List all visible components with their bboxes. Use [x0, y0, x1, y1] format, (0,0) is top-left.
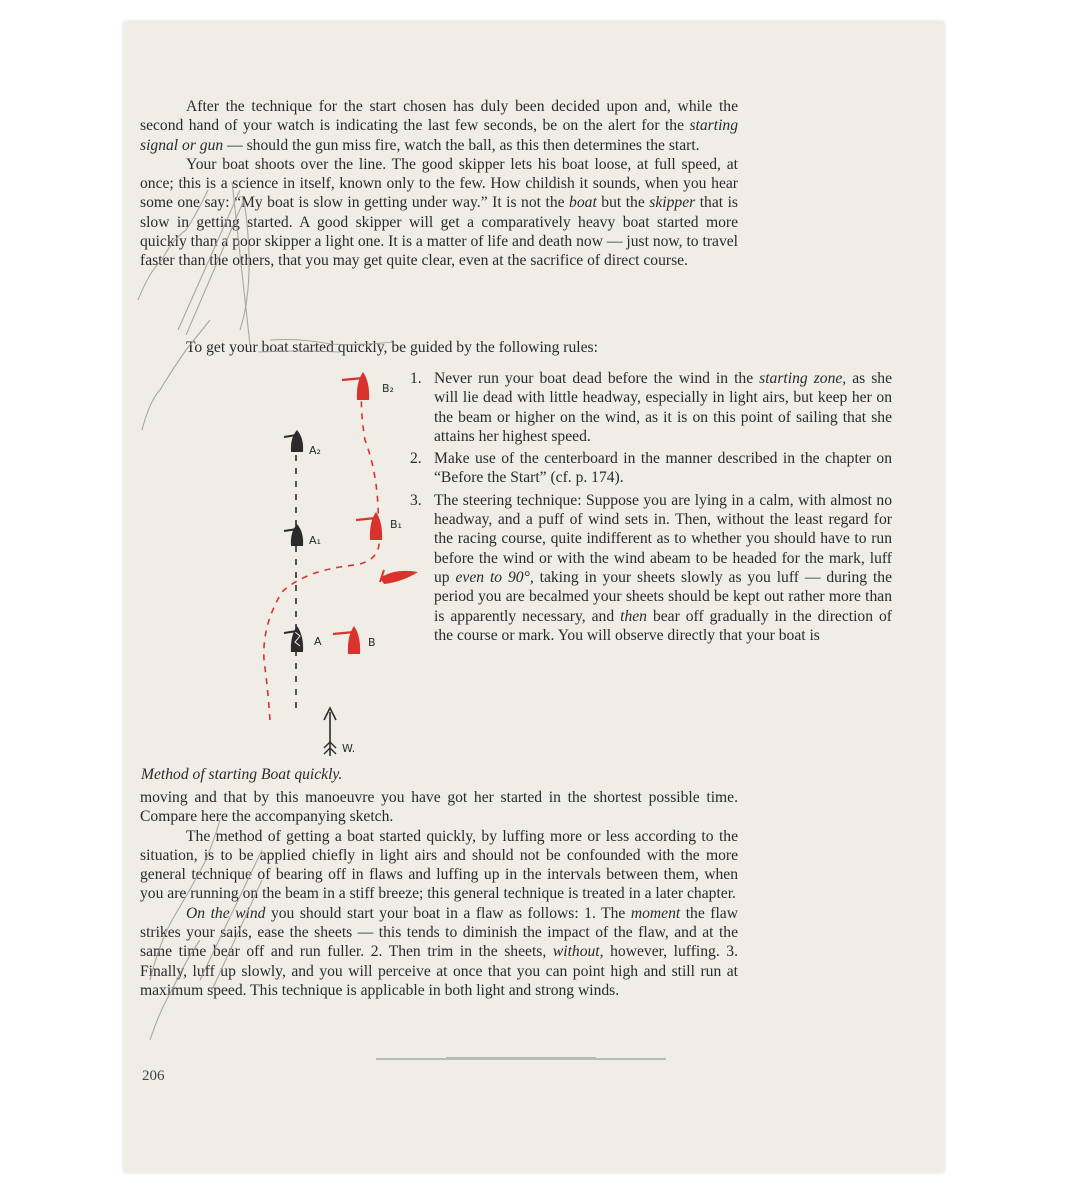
paragraph-1: After the technique for the start chosen has duly been decided upon and, while the second hand of your watch is indicating the last few seconds, be on the alert for the starting signal or gun — should the gun miss fire, watch the ball, as this then determines the start. — [140, 98, 738, 154]
rule-2: 2. Make use of the centerboard in the manner described in the chapter on “Before the Start” (cf. p. 174). — [410, 450, 892, 487]
boat-b — [333, 626, 360, 654]
label-a1: A₁ — [309, 534, 321, 547]
paragraph-4: moving and that by this manoeuvre you have got her started in the shortest possible time. Compare here the accompanying sketch. — [140, 789, 738, 826]
paragraph-2: Your boat shoots over the line. The good skipper lets his boat loose, at full speed, at once; this is a science in itself, known only to the few. How childish it sounds, when you hear some one say: “My boat is slow in getting under way.” It is not the boat but the skipper that is slow in getting started. A good skipper will get a comparatively heavy boat started more quickly than a poor skipper a light one. It is a matter of life and death now — just now, to travel faster than the others, that you may get quite clear, even at the sacrifice of direct course. — [140, 155, 738, 270]
page-number: 206 — [142, 1068, 165, 1084]
boat-b2 — [342, 372, 369, 400]
label-a: A — [314, 635, 322, 648]
boat-a2 — [284, 430, 303, 452]
figure-caption: Method of starting Boat quickly. — [141, 766, 343, 783]
boat-a1 — [284, 524, 303, 546]
body-text-top — [140, 97, 738, 271]
paragraph-5: The method of getting a boat started quickly, by luffing more or less according to the situation, is to be applied chiefly in light airs and should not be confounded with the more general technique of bearing off in flaws and luffing up in the intervals between them, when you are running on the beam in a stiff breeze; this general technique is treated in a later chapter. — [140, 827, 738, 903]
label-b1: B₁ — [390, 518, 402, 531]
start-diagram — [140, 360, 400, 770]
boat-a — [284, 626, 303, 652]
body-text-bottom — [140, 788, 738, 1000]
boat-b-track — [264, 390, 380, 720]
label-b2: B₂ — [382, 382, 394, 395]
rule-3: 3. The steering technique: Suppose you are lying in a calm, with almost no headway, and a puff of wind sets in. Then, without the least regard for the racing course, quite indifferent as to whether you should have to run before the wind or with the wind abeam to be headed for the mark, luff up even to 90°, taking in your sheets slowly as you luff — during the period you are becalmed your sheets should be kept out rather more than is apparently necessary, and then bear off gradually in the direction of the course or mark. You will observe directly that your boat is — [410, 491, 892, 644]
label-wind: W. — [342, 742, 356, 755]
rules-list — [410, 369, 892, 648]
section-divider — [376, 1056, 666, 1062]
label-a2: A₂ — [309, 444, 321, 457]
rules-intro: To get your boat started quickly, be guided by the following rules: — [186, 339, 598, 356]
label-b: B — [368, 636, 376, 649]
paragraph-6: On the wind you should start your boat in a flaw as follows: 1. The moment the flaw strikes your sails, ease the sheets — this tends to diminish the impact of the flaw, and at the same time bear off and run fuller. 2. Then trim in the sheets, without, however, luffing. 3. Finally, luff up slowly, and you will perceive at once that you can point high and still run at maximum speed. This technique is applicable in both light and strong winds. — [140, 904, 739, 999]
rule-1: 1. Never run your boat dead before the wind in the starting zone, as she will lie dead with little headway, especially in light airs, but keep her on the beam or higher on the wind, as it is on this point of sailing that she attains her highest speed. — [410, 370, 892, 445]
wind-arrow-icon — [324, 708, 336, 756]
boat-b1 — [356, 512, 382, 540]
